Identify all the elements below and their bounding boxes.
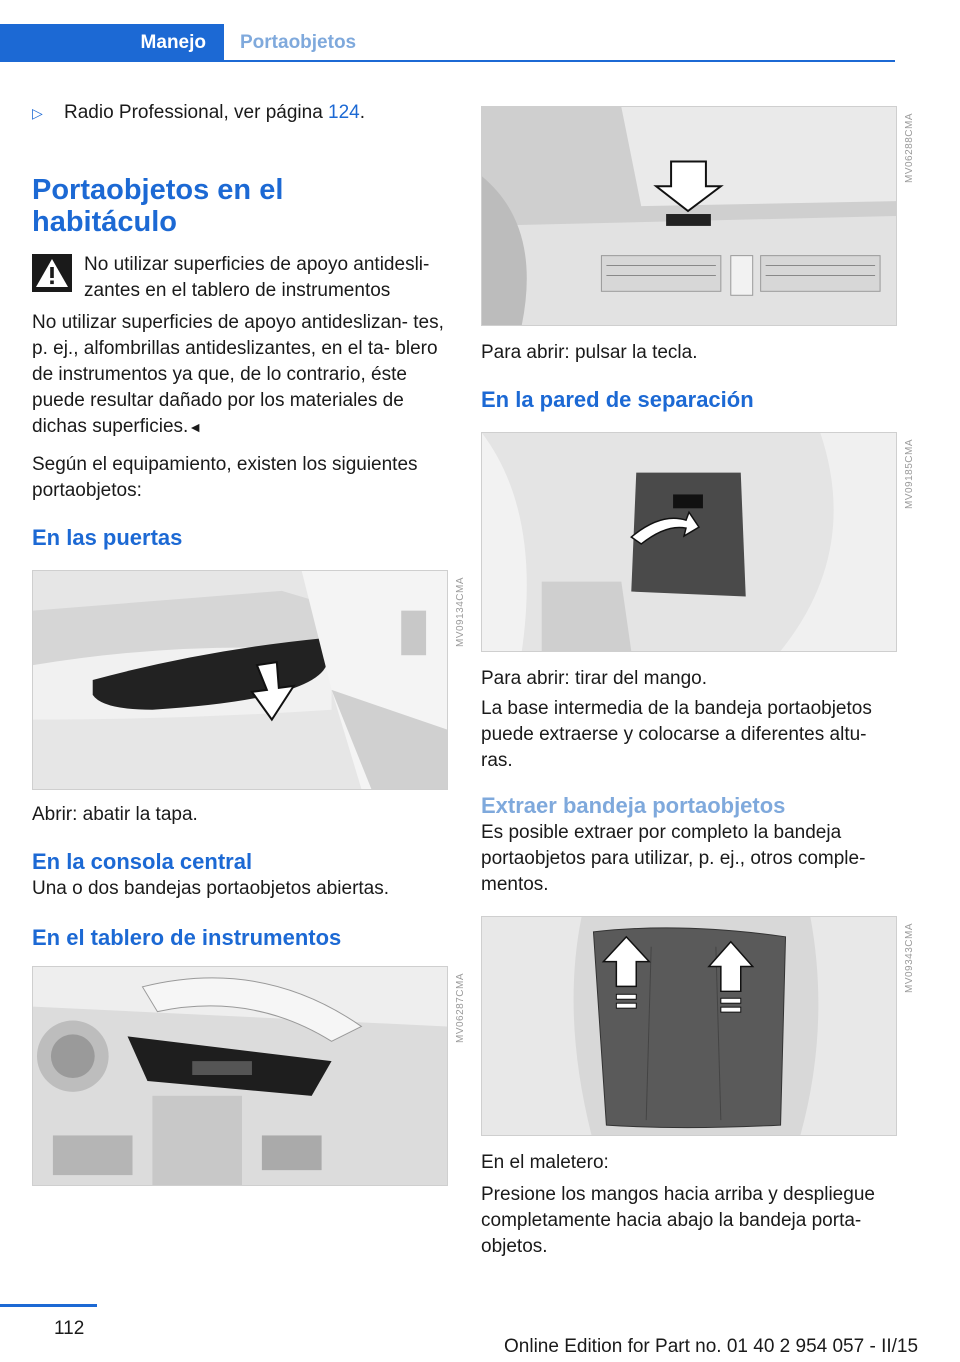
- page-header: [0, 24, 895, 62]
- heading-remove-tray: Extraer bandeja portaobjetos: [481, 793, 786, 818]
- dash-top-image-code: MV06288CMA: [904, 113, 915, 184]
- partition-storage-illustration: [482, 433, 896, 651]
- partition-text: La base intermedia de la bandeja portaobjetos puede extraerse y colocarse a diferentes altu‐ ras.: [481, 698, 872, 771]
- partition-caption: Para abrir: tirar del mango.: [481, 668, 707, 689]
- dashboard-image: [32, 966, 466, 1186]
- trunk-image-code: MV09343CMA: [904, 923, 915, 994]
- warning-triangle-icon: [32, 254, 72, 292]
- warning-title: No utilizar superficies de apoyo antidesli‐ zantes en el tablero de instrumentos: [84, 254, 430, 301]
- warning-body: No utilizar superficies de apoyo antideslizan‐ tes, p. ej., alfombrillas antideslizantes, en el ta‐ blero de instrumentos ya que, de lo contrario, éste puede resultar dañado por los materiales de dichas superficies.◄: [32, 312, 444, 437]
- console-text: Una o dos bandejas portaobjetos abiertas.: [32, 878, 390, 899]
- right-column: [481, 100, 915, 1260]
- heading-doors: En las puertas: [32, 525, 183, 550]
- warning-block: [32, 252, 450, 304]
- dash-top-caption: Para abrir: pulsar la tecla.: [481, 342, 698, 363]
- partition-image: [481, 432, 915, 652]
- page-number-rule: [0, 1304, 97, 1307]
- dashboard-image-code: MV06287CMA: [455, 973, 466, 1044]
- triangle-bullet-icon: ▷: [32, 105, 43, 121]
- end-mark: ◄: [188, 419, 203, 435]
- remove-text: Es posible extraer por completo la bandeja portaobjetos para utilizar, p. ej., otros comple‐ mentos.: [481, 822, 866, 895]
- page-number: 112: [54, 1318, 85, 1339]
- footer-edition: Online Edition for Part no. 01 40 2 954 057 - II/15: [504, 1336, 919, 1357]
- heading-partition: En la pared de separación: [481, 387, 754, 412]
- partition-image-code: MV09185CMA: [904, 439, 915, 510]
- trunk-caption: En el maletero:: [481, 1152, 609, 1173]
- door-storage-illustration: [33, 571, 447, 789]
- bullet-radio: [32, 100, 450, 126]
- left-column: [32, 100, 466, 1186]
- intro-text: Según el equipamiento, existen los siguientes portaobjetos:: [32, 454, 418, 501]
- doors-image-code: MV09134CMA: [455, 577, 466, 648]
- trunk-image: [481, 916, 915, 1136]
- heading-dashboard: En el tablero de instrumentos: [32, 925, 342, 950]
- tab-manejo[interactable]: Manejo: [0, 24, 224, 62]
- bullet-text: Radio Professional, ver página: [64, 102, 323, 123]
- header-rule: [224, 60, 895, 62]
- section-title: Portaobjetos en el habitáculo: [32, 174, 284, 238]
- doors-caption: Abrir: abatir la tapa.: [32, 804, 198, 825]
- doors-image: [32, 570, 466, 790]
- bullet-period: .: [359, 102, 366, 123]
- tab-portaobjetos[interactable]: Portaobjetos: [240, 32, 357, 53]
- dashboard-storage-illustration: [33, 967, 447, 1185]
- dash-top-illustration: [482, 107, 896, 325]
- trunk-tray-illustration: [482, 917, 896, 1135]
- page-link-124[interactable]: 124: [328, 102, 360, 123]
- heading-console: En la consola central: [32, 849, 253, 874]
- trunk-text: Presione los mangos hacia arriba y despliegue completamente hacia abajo la bandeja porta‐ objetos.: [481, 1184, 875, 1257]
- dash-top-image: [481, 106, 915, 326]
